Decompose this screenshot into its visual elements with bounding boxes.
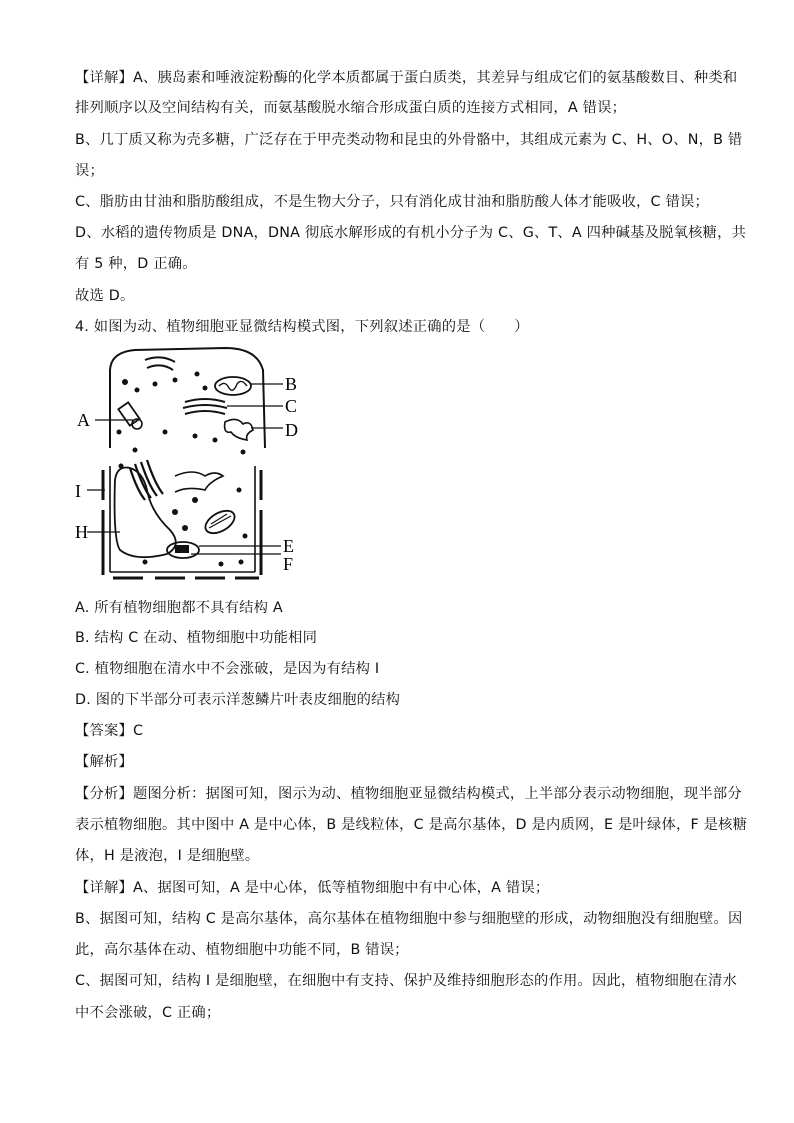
cell-structure-figure: [75, 340, 325, 585]
analysis-line: 表示植物细胞。其中图中 A 是中心体，B 是线粒体，C 是高尔基体，D 是内质网，E 是叶绿体，F 是核糖: [75, 817, 748, 833]
option-b: B. 结构 C 在动、植物细胞中功能相同: [75, 630, 318, 646]
question-stem: 4. 如图为动、植物细胞亚显微结构模式图，下列叙述正确的是（ ）: [75, 319, 529, 335]
label-I: I: [75, 481, 81, 501]
label-C: C: [285, 396, 298, 416]
label-B: B: [285, 374, 298, 394]
detail-line: 此，高尔基体在动、植物细胞中功能不同，B 错误；: [75, 942, 409, 958]
text-line: 排列顺序以及空间结构有关，而氨基酸脱水缩合形成蛋白质的连接方式相同，A 错误；: [75, 100, 627, 116]
text-line: C、脂肪由甘油和脂肪酸组成，不是生物大分子，只有消化成甘油和脂肪酸人体才能吸收，C 错误；: [75, 194, 709, 210]
label-H: H: [75, 522, 88, 542]
label-E: E: [283, 536, 294, 556]
label-A: A: [77, 410, 90, 430]
detail-line: 中不会涨破，C 正确；: [75, 1005, 221, 1021]
label-F: F: [283, 554, 294, 574]
analysis-heading: 【解析】: [75, 754, 133, 770]
option-d: D. 图的下半部分可表示洋葱鳞片叶表皮细胞的结构: [75, 692, 401, 708]
option-c: C. 植物细胞在清水中不会涨破，是因为有结构 I: [75, 661, 380, 677]
answer-text: 【答案】C: [75, 723, 144, 739]
option-a: A. 所有植物细胞都不具有结构 A: [75, 600, 283, 616]
analysis-line: 【分析】题图分析：据图可知，图示为动、植物细胞亚显微结构模式，上半部分表示动物细胞，现半部分: [75, 786, 742, 802]
detail-line: B、据图可知，结构 C 是高尔基体，高尔基体在植物细胞中参与细胞壁的形成，动物细胞没有细胞壁。因: [75, 911, 743, 927]
text-line: 【详解】A、胰岛素和唾液淀粉酶的化学本质都属于蛋白质类，其差异与组成它们的氨基酸数目、种类和: [75, 70, 738, 86]
detail-line: C、据图可知，结构 I 是细胞壁，在细胞中有支持、保护及维持细胞形态的作用。因此，植物细胞在清水: [75, 973, 737, 989]
label-D: D: [285, 420, 298, 440]
text-line: D、水稻的遗传物质是 DNA，DNA 彻底水解形成的有机小分子为 C、G、T、A 四种碱基及脱氧核糖，共: [75, 225, 747, 241]
text-line: B、几丁质又称为壳多糖，广泛存在于甲壳类动物和昆虫的外骨骼中，其组成元素为 C、H、O、N，B 错: [75, 132, 743, 148]
analysis-line: 体，H 是液泡，I 是细胞壁。: [75, 848, 260, 864]
text-line: 误；: [75, 163, 104, 179]
text-line: 故选 D。: [75, 288, 135, 304]
text-line: 有 5 种，D 正确。: [75, 256, 197, 272]
detail-line: 【详解】A、据图可知，A 是中心体，低等植物细胞中有中心体，A 错误；: [75, 880, 550, 896]
